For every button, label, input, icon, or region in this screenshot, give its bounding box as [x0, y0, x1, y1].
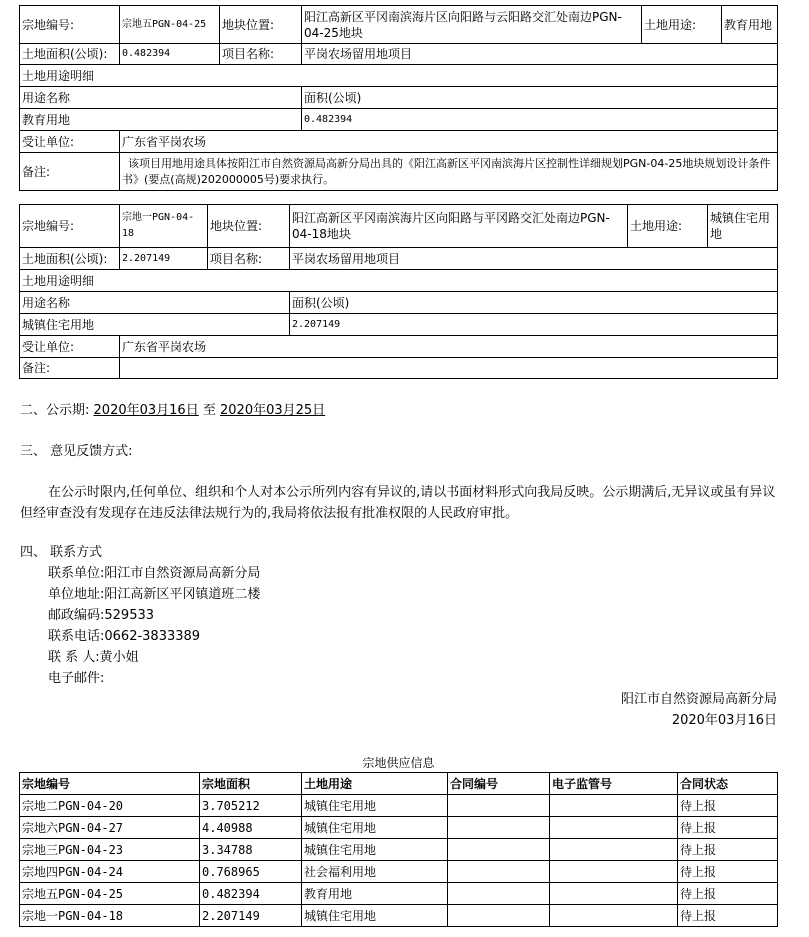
cell-supervision-no	[550, 839, 678, 861]
grantee: 广东省平岗农场	[120, 131, 778, 153]
period-sep: 至	[202, 403, 216, 418]
cell-code: 宗地五PGN-04-25	[20, 883, 200, 905]
cell-use: 城镇住宅用地	[302, 905, 448, 927]
cell-use: 城镇住宅用地	[302, 795, 448, 817]
label-location: 地块位置:	[208, 205, 290, 248]
feedback-heading: 三、 意见反馈方式:	[20, 444, 133, 459]
table-row	[20, 861, 778, 883]
label-area: 土地面积(公顷):	[20, 44, 120, 65]
contact-block	[48, 563, 260, 689]
cell-status: 待上报	[678, 905, 778, 927]
purpose-name: 教育用地	[20, 109, 302, 131]
cell-supervision-no	[550, 795, 678, 817]
contact-email: 电子邮件:	[48, 671, 105, 686]
purpose-area: 2.207149	[290, 314, 778, 336]
signature-org: 阳江市自然资源局高新分局	[620, 692, 777, 707]
remark	[120, 358, 778, 379]
purpose-name: 城镇住宅用地	[20, 314, 290, 336]
table-row	[20, 905, 778, 927]
signature	[621, 689, 777, 731]
period-start: 2020年03月16日	[93, 403, 199, 418]
label-remark: 备注:	[20, 358, 120, 379]
cell-area: 4.40988	[200, 817, 302, 839]
supply-caption: 宗地供应信息	[362, 756, 435, 770]
cell-supervision-no	[550, 905, 678, 927]
cell-status: 待上报	[678, 817, 778, 839]
cell-code: 宗地三PGN-04-23	[20, 839, 200, 861]
cell-status: 待上报	[678, 795, 778, 817]
label-grantee: 受让单位:	[20, 131, 120, 153]
label-code: 宗地编号:	[20, 6, 120, 44]
contact-address: 单位地址:阳江高新区平冈镇道班二楼	[48, 587, 261, 602]
contact-unit: 联系单位:阳江市自然资源局高新分局	[48, 566, 261, 581]
publicity-period	[20, 402, 325, 420]
cell-supervision-no	[550, 817, 678, 839]
table-row	[20, 883, 778, 905]
period-end: 2020年03月25日	[220, 403, 326, 418]
contact-phone: 联系电话:0662-3833389	[48, 629, 201, 644]
cell-use: 城镇住宅用地	[302, 839, 448, 861]
cell-use: 城镇住宅用地	[302, 817, 448, 839]
label-use: 土地用途:	[628, 205, 708, 248]
supply-table	[19, 772, 778, 927]
label-purpose-name: 用途名称	[20, 87, 302, 109]
parcel-table-1	[19, 5, 778, 191]
cell-code: 宗地一PGN-04-18	[20, 905, 200, 927]
cell-code: 宗地二PGN-04-20	[20, 795, 200, 817]
cell-code: 宗地四PGN-04-24	[20, 861, 200, 883]
cell-area: 2.207149	[200, 905, 302, 927]
parcel-project: 平岗农场留用地项目	[290, 248, 778, 270]
label-location: 地块位置:	[220, 6, 302, 44]
cell-status: 待上报	[678, 839, 778, 861]
supply-header-row	[20, 773, 778, 795]
parcel-table-2	[19, 204, 778, 379]
header-area: 宗地面积	[200, 773, 302, 795]
cell-contract-no	[448, 905, 550, 927]
label-grantee: 受让单位:	[20, 336, 120, 358]
contact-heading: 四、 联系方式	[20, 545, 103, 560]
label-area: 土地面积(公顷):	[20, 248, 120, 270]
table-row	[20, 839, 778, 861]
label-use: 土地用途:	[642, 6, 722, 44]
parcel-area: 2.207149	[120, 248, 208, 270]
cell-contract-no	[448, 817, 550, 839]
contact-person: 联 系 人:黄小姐	[48, 650, 139, 665]
remark: 该项目用地用途具体按阳江市自然资源局高新分局出具的《阳江高新区平冈南滨海片区控制性详细规划PGN-04-25地块规划设计条件书》(要点(高规)202000005号)要求执行。	[120, 153, 778, 191]
header-code: 宗地编号	[20, 773, 200, 795]
cell-supervision-no	[550, 883, 678, 905]
cell-contract-no	[448, 839, 550, 861]
cell-area: 3.705212	[200, 795, 302, 817]
cell-status: 待上报	[678, 883, 778, 905]
label-project: 项目名称:	[220, 44, 302, 65]
cell-contract-no	[448, 883, 550, 905]
cell-contract-no	[448, 795, 550, 817]
parcel-location: 阳江高新区平冈南滨海片区向阳路与云阳路交汇处南边PGN-04-25地块	[302, 6, 642, 44]
cell-area: 0.482394	[200, 883, 302, 905]
period-label: 二、公示期:	[20, 403, 90, 418]
grantee: 广东省平岗农场	[120, 336, 778, 358]
cell-supervision-no	[550, 861, 678, 883]
label-project: 项目名称:	[208, 248, 290, 270]
label-purpose-name: 用途名称	[20, 292, 290, 314]
parcel-area: 0.482394	[120, 44, 220, 65]
header-contract-status: 合同状态	[678, 773, 778, 795]
parcel-location: 阳江高新区平冈南滨海片区向阳路与平冈路交汇处南边PGN-04-18地块	[290, 205, 628, 248]
label-use-detail: 土地用途明细	[20, 65, 778, 87]
header-contract-no: 合同编号	[448, 773, 550, 795]
parcel-use: 城镇住宅用地	[708, 205, 778, 248]
purpose-area: 0.482394	[302, 109, 778, 131]
cell-contract-no	[448, 861, 550, 883]
table-row	[20, 817, 778, 839]
feedback-body: 在公示时限内,任何单位、组织和个人对本公示所列内容有异议的,请以书面材料形式向我局反映。公示期满后,无异议或虽有异议但经审查没有发现存在违反法律法规行为的,我局将依法报有批准权限的人民政府审批。	[20, 485, 776, 521]
cell-code: 宗地六PGN-04-27	[20, 817, 200, 839]
label-use-detail: 土地用途明细	[20, 270, 778, 292]
cell-use: 教育用地	[302, 883, 448, 905]
header-use: 土地用途	[302, 773, 448, 795]
label-code: 宗地编号:	[20, 205, 120, 248]
label-purpose-area: 面积(公顷)	[302, 87, 778, 109]
contact-postcode: 邮政编码:529533	[48, 608, 155, 623]
cell-status: 待上报	[678, 861, 778, 883]
header-supervision-no: 电子监管号	[550, 773, 678, 795]
cell-area: 3.34788	[200, 839, 302, 861]
label-purpose-area: 面积(公顷)	[290, 292, 778, 314]
signature-date: 2020年03月16日	[671, 713, 777, 728]
parcel-code: 宗地五PGN-04-25	[120, 6, 220, 44]
label-remark: 备注:	[20, 153, 120, 191]
table-row	[20, 795, 778, 817]
parcel-use: 教育用地	[722, 6, 778, 44]
cell-area: 0.768965	[200, 861, 302, 883]
cell-use: 社会福利用地	[302, 861, 448, 883]
parcel-project: 平岗农场留用地项目	[302, 44, 778, 65]
parcel-code: 宗地一PGN-04-18	[120, 205, 208, 248]
